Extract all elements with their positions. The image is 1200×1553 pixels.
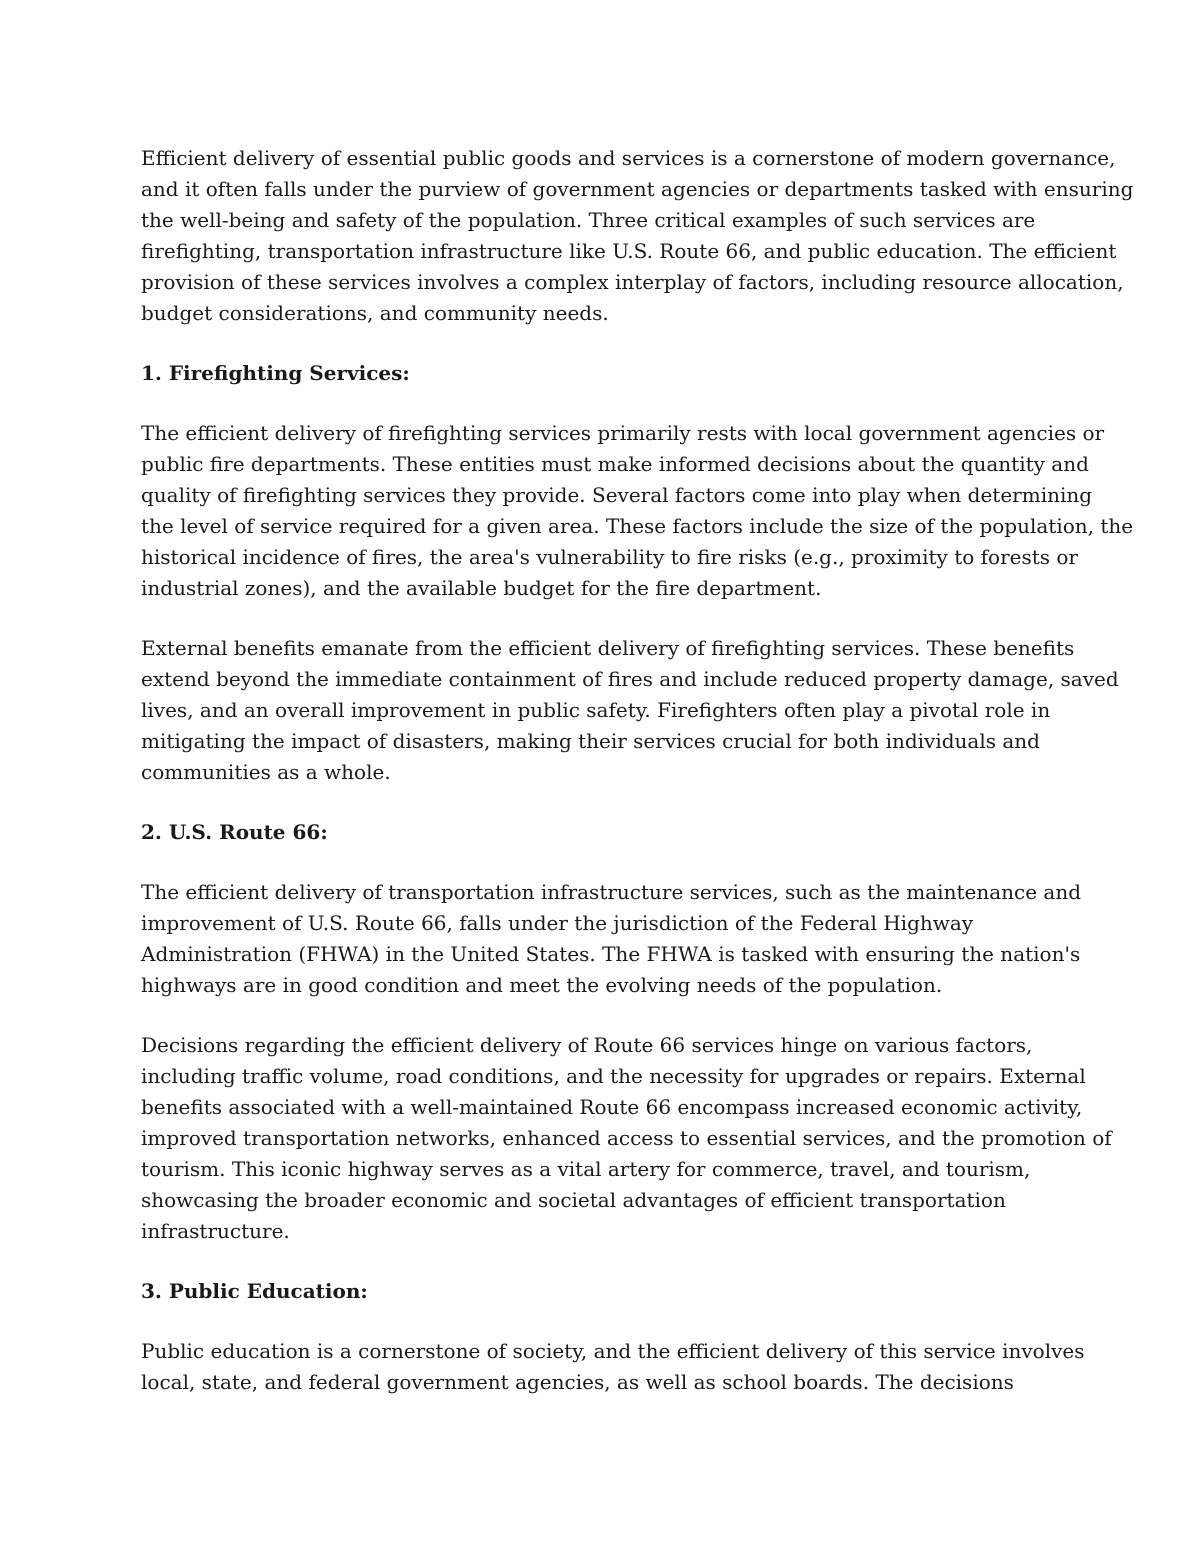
text-line: historical incidence of fires, the area's vulnerability to fire risks (e.g., proximity to forests or	[141, 545, 1078, 569]
public-education-paragraph	[141, 1336, 1085, 1398]
intro-paragraph	[141, 143, 1134, 329]
text-line: Efficient delivery of essential public goods and services is a cornerstone of modern governance,	[141, 146, 1116, 170]
text-line: including traffic volume, road conditions, and the necessity for upgrades or repairs. External	[141, 1064, 1086, 1088]
text-line: provision of these services involves a complex interplay of factors, including resource allocation,	[141, 270, 1124, 294]
text-line: firefighting, transportation infrastructure like U.S. Route 66, and public education. The efficient	[141, 239, 1117, 263]
text-line: The efficient delivery of transportation infrastructure services, such as the maintenance and	[141, 880, 1082, 904]
text-line: improved transportation networks, enhanced access to essential services, and the promotion of	[141, 1126, 1112, 1150]
text-line: improvement of U.S. Route 66, falls under the jurisdiction of the Federal Highway	[141, 911, 974, 935]
text-line: local, state, and federal government agencies, as well as school boards. The decisions	[141, 1370, 1014, 1394]
text-line: Administration (FHWA) in the United States. The FHWA is tasked with ensuring the nation's	[141, 942, 1081, 966]
text-line: tourism. This iconic highway serves as a vital artery for commerce, travel, and tourism,	[141, 1157, 1031, 1181]
text-line: Decisions regarding the efficient delivery of Route 66 services hinge on various factors,	[141, 1033, 1033, 1057]
text-line: public fire departments. These entities must make informed decisions about the quantity and	[141, 452, 1089, 476]
text-line: and it often falls under the purview of government agencies or departments tasked with ensuring	[141, 177, 1134, 201]
firefighting-paragraph-1	[141, 418, 1134, 604]
text-line: communities as a whole.	[141, 760, 391, 784]
firefighting-paragraph-2	[141, 633, 1119, 788]
text-line: extend beyond the immediate containment of fires and include reduced property damage, saved	[141, 667, 1119, 691]
text-line: benefits associated with a well-maintained Route 66 encompass increased economic activity,	[141, 1095, 1083, 1119]
text-line: External benefits emanate from the efficient delivery of firefighting services. These benefits	[141, 636, 1075, 660]
text-line: industrial zones), and the available budget for the fire department.	[141, 576, 822, 600]
text-line: mitigating the impact of disasters, making their services crucial for both individuals and	[141, 729, 1040, 753]
text-line: budget considerations, and community needs.	[141, 301, 609, 325]
text-line: highways are in good condition and meet the evolving needs of the population.	[141, 973, 943, 997]
text-line: The efficient delivery of firefighting services primarily rests with local government agencies or	[141, 421, 1105, 445]
section-heading-firefighting: 1. Firefighting Services:	[141, 361, 410, 385]
text-line: Public education is a cornerstone of society, and the efficient delivery of this service involves	[141, 1339, 1085, 1363]
route-66-paragraph-2	[141, 1030, 1112, 1247]
section-heading-public-education: 3. Public Education:	[141, 1279, 368, 1303]
text-line: the well-being and safety of the population. Three critical examples of such services are	[141, 208, 1036, 232]
document-page	[141, 143, 1134, 1427]
text-line: infrastructure.	[141, 1219, 290, 1243]
text-line: the level of service required for a given area. These factors include the size of the population, the	[141, 514, 1134, 538]
section-heading-route-66: 2. U.S. Route 66:	[141, 820, 328, 844]
route-66-paragraph-1	[141, 877, 1082, 1001]
text-line: showcasing the broader economic and societal advantages of efficient transportation	[141, 1188, 1006, 1212]
text-line: lives, and an overall improvement in public safety. Firefighters often play a pivotal role in	[141, 698, 1051, 722]
text-line: quality of firefighting services they provide. Several factors come into play when determining	[141, 483, 1093, 507]
